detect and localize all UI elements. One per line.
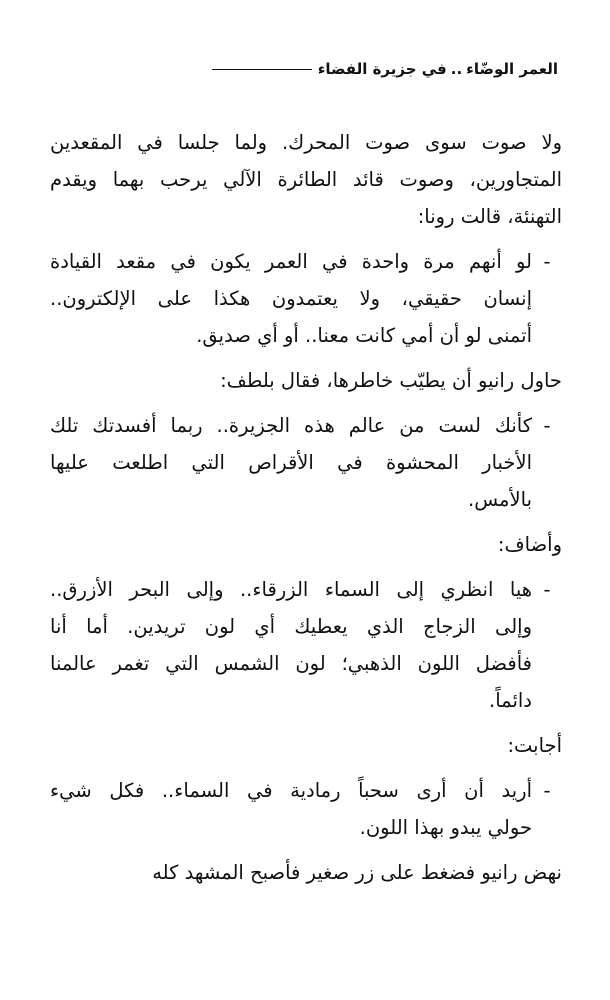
- narration-paragraph: [50, 526, 562, 563]
- text-line: فأفضل اللون الذهبي؛ لون الشمس التي تغمر عالمنا: [50, 652, 532, 675]
- text-line: إنسان حقيقي، ولا يعتمدون هكذا على الإلكترون..: [50, 287, 532, 310]
- dialogue-dash: -: [543, 578, 551, 601]
- line-text: أريد أن أرى سحباً رمادية في السماء.. فكل شيء: [50, 779, 532, 802]
- text-line: [50, 571, 562, 608]
- dialogue-paragraph: [50, 243, 562, 354]
- narration-paragraph: [50, 854, 562, 891]
- text-line: التهنئة، قالت رونا:: [417, 205, 562, 228]
- running-header: [212, 60, 558, 78]
- text-line: المتجاورين، وصوت قائد الطائرة الآلي يرحب بهما ويقدم: [50, 168, 562, 191]
- dialogue-paragraph: [50, 571, 562, 719]
- header-rule: [212, 69, 312, 70]
- dialogue-dash: -: [543, 250, 551, 273]
- narration-paragraph: [50, 124, 562, 235]
- dialogue-dash: -: [543, 779, 551, 802]
- dialogue-dash: -: [543, 414, 551, 437]
- chapter-title: في جزيرة الفضاء: [317, 60, 447, 78]
- text-line: حولي يبدو بهذا اللون.: [359, 816, 532, 839]
- text-line: ولا صوت سوى صوت المحرك. ولما جلسا في المقعدين: [50, 131, 562, 154]
- text-line: حاول رانيو أن يطيّب خاطرها، فقال بلطف:: [220, 369, 562, 392]
- text-line: نهض رانيو فضغط على زر صغير فأصبح المشهد كله: [152, 861, 562, 884]
- text-line: [50, 407, 562, 444]
- text-line: الأخبار المحشوة في الأقراص التي اطلعت عليها: [50, 451, 532, 474]
- text-line: [50, 772, 562, 809]
- text-line: دائماً.: [489, 689, 532, 712]
- dialogue-paragraph: [50, 772, 562, 846]
- line-text: كأنك لست من عالم هذه الجزيرة.. ربما أفسدتك تلك: [50, 414, 532, 437]
- header-separator: ..: [450, 60, 463, 78]
- dialogue-paragraph: [50, 407, 562, 518]
- text-line: أتمنى لو أن أمي كانت معنا.. أو أي صديق.: [196, 324, 532, 347]
- text-line: أجابت:: [507, 734, 562, 757]
- text-line: [50, 243, 562, 280]
- text-line: وإلى الزجاج الذي يعطيك أي لون تريدين. أما أنا: [50, 615, 532, 638]
- page-body: [50, 124, 562, 899]
- line-text: لو أنهم مرة واحدة في العمر يكون في مقعد القيادة: [50, 250, 532, 273]
- book-title: العمر الوضّاء: [466, 60, 558, 78]
- text-line: بالأمس.: [468, 488, 532, 511]
- text-line: وأضاف:: [497, 533, 562, 556]
- line-text: هيا انظري إلى السماء الزرقاء.. وإلى البحر الأزرق..: [50, 578, 532, 601]
- narration-paragraph: [50, 362, 562, 399]
- narration-paragraph: [50, 727, 562, 764]
